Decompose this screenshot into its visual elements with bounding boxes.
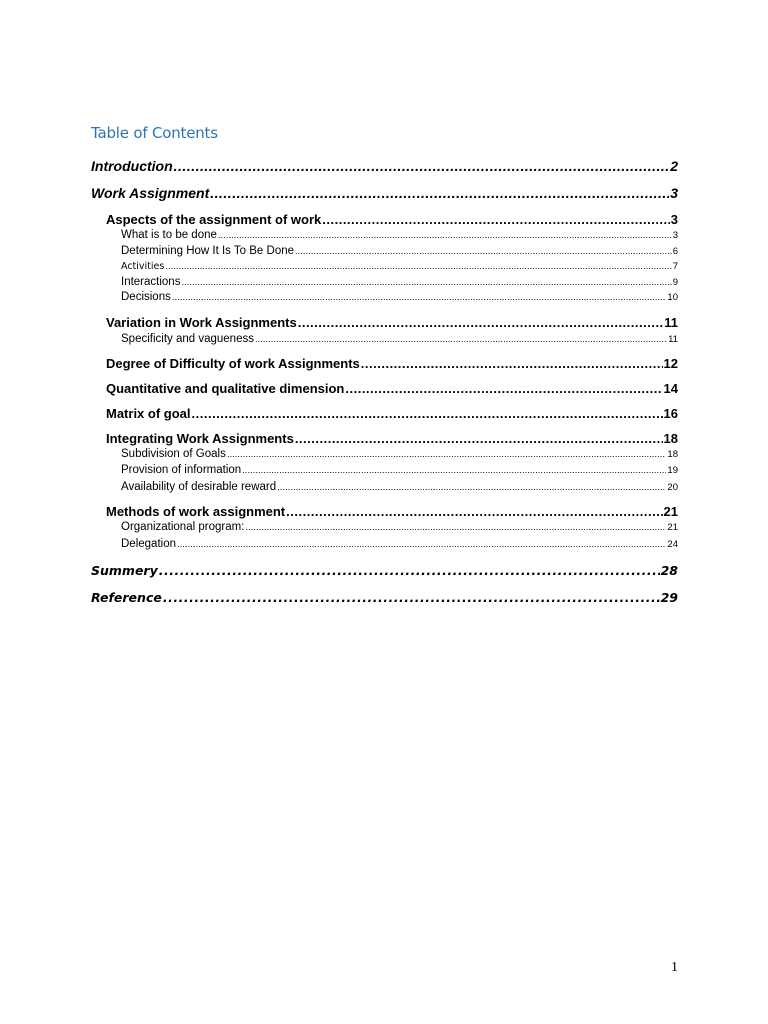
toc-entry-label: Matrix of goal: [106, 406, 191, 421]
toc-entry-label: Decisions: [121, 291, 171, 303]
toc-entry-label: Quantitative and qualitative dimension: [106, 381, 345, 396]
toc-entry-page: 24: [667, 539, 678, 550]
toc-entry-label: Work Assignment: [91, 185, 210, 201]
dot-leader: [361, 356, 663, 371]
dot-leader: [181, 277, 671, 288]
toc-entry-aspects-of-assignment[interactable]: [106, 212, 678, 227]
toc-entry-decisions[interactable]: [121, 291, 678, 303]
page-number: 1: [671, 960, 678, 975]
toc-entry-page: 19: [667, 465, 678, 476]
dot-leader: [210, 185, 669, 201]
toc-entry-page: 3: [672, 230, 678, 241]
toc-entry-what-is-to-be-done[interactable]: [121, 229, 678, 241]
toc-entry-page: 16: [663, 406, 678, 421]
toc-entry-degree-of-difficulty[interactable]: [106, 356, 678, 371]
dot-leader: [277, 482, 666, 493]
toc-entry-work-assignment[interactable]: [91, 185, 678, 201]
toc-entry-page: 11: [668, 334, 678, 345]
dot-leader: [172, 292, 667, 303]
dot-leader: [159, 563, 660, 578]
dot-leader: [295, 246, 672, 257]
dot-leader: [242, 465, 666, 476]
toc-entry-label: Specificity and vagueness: [121, 333, 254, 345]
toc-entry-activities[interactable]: [121, 261, 678, 272]
toc-entry-variation[interactable]: [106, 315, 678, 330]
toc-entry-label: Provision of information: [121, 464, 242, 476]
toc-entry-availability-of-reward[interactable]: [121, 481, 678, 493]
dot-leader: [227, 449, 667, 460]
toc-entry-label: Availability of desirable reward: [121, 481, 277, 493]
toc-entry-provision-of-information[interactable]: [121, 464, 678, 476]
toc-entry-label: Degree of Difficulty of work Assignments: [106, 356, 360, 371]
toc-entry-label: Introduction: [91, 158, 173, 174]
toc-entry-page: 3: [670, 185, 678, 201]
dot-leader: [345, 381, 662, 396]
toc-entry-page: 21: [667, 522, 678, 533]
toc-entry-page: 14: [663, 381, 678, 396]
toc-entry-page: 18: [667, 449, 678, 460]
dot-leader: [295, 431, 663, 446]
toc-entry-determining-how[interactable]: [121, 245, 678, 257]
dot-leader: [322, 212, 670, 227]
dot-leader: [218, 230, 672, 241]
toc-entry-page: 21: [663, 504, 678, 519]
toc-entry-page: 29: [660, 590, 678, 605]
toc-entry-label: Integrating Work Assignments: [106, 431, 294, 446]
dot-leader: [163, 590, 660, 605]
dot-leader: [245, 522, 666, 533]
toc-entry-page: 18: [663, 431, 678, 446]
toc-entry-label: Delegation: [121, 538, 176, 550]
toc-entry-label: Summery: [91, 563, 158, 578]
dot-leader: [174, 158, 670, 174]
toc-entry-page: 12: [663, 356, 678, 371]
toc-entry-page: 3: [670, 212, 678, 227]
toc-entry-label: Reference: [91, 590, 162, 605]
toc-entry-page: 10: [667, 292, 678, 303]
toc-entry-integrating[interactable]: [106, 431, 678, 446]
toc-entry-organizational-program[interactable]: [121, 521, 678, 533]
dot-leader: [192, 406, 663, 421]
toc-entry-page: 9: [672, 277, 678, 288]
toc-entry-quantitative[interactable]: [106, 381, 678, 396]
toc-entry-matrix-of-goal[interactable]: [106, 406, 678, 421]
toc-entry-methods[interactable]: [106, 504, 678, 519]
dot-leader: [177, 539, 666, 550]
toc-entry-label: Organizational program:: [121, 521, 245, 533]
toc-entry-delegation[interactable]: [121, 538, 678, 550]
toc-entry-label: Variation in Work Assignments: [106, 315, 297, 330]
toc-entry-label: Activities: [121, 261, 165, 272]
dot-leader: [165, 261, 671, 272]
toc-entry-label: Interactions: [121, 276, 181, 288]
toc-title: Table of Contents: [91, 124, 218, 142]
toc-entry-label: Methods of work assignment: [106, 504, 286, 519]
toc-entry-label: Determining How It Is To Be Done: [121, 245, 295, 257]
toc-entry-page: 20: [667, 482, 678, 493]
toc-entry-label: What is to be done: [121, 229, 217, 241]
toc-entry-interactions[interactable]: [121, 276, 678, 288]
toc-entry-page: 2: [670, 158, 678, 174]
dot-leader: [255, 334, 667, 345]
toc-entry-summery[interactable]: [91, 563, 678, 578]
toc-entry-label: Aspects of the assignment of work: [106, 212, 322, 227]
toc-entry-page: 11: [664, 315, 678, 330]
dot-leader: [286, 504, 662, 519]
dot-leader: [298, 315, 664, 330]
toc-entry-introduction[interactable]: [91, 158, 678, 174]
toc-entry-specificity[interactable]: [121, 333, 678, 345]
toc-entry-label: Subdivision of Goals: [121, 448, 226, 460]
toc-entry-page: 28: [660, 563, 678, 578]
toc-entry-page: 7: [672, 261, 678, 272]
toc-entry-subdivision-of-goals[interactable]: [121, 448, 678, 460]
toc-entry-reference[interactable]: [91, 590, 678, 605]
toc-entry-page: 6: [672, 246, 678, 257]
